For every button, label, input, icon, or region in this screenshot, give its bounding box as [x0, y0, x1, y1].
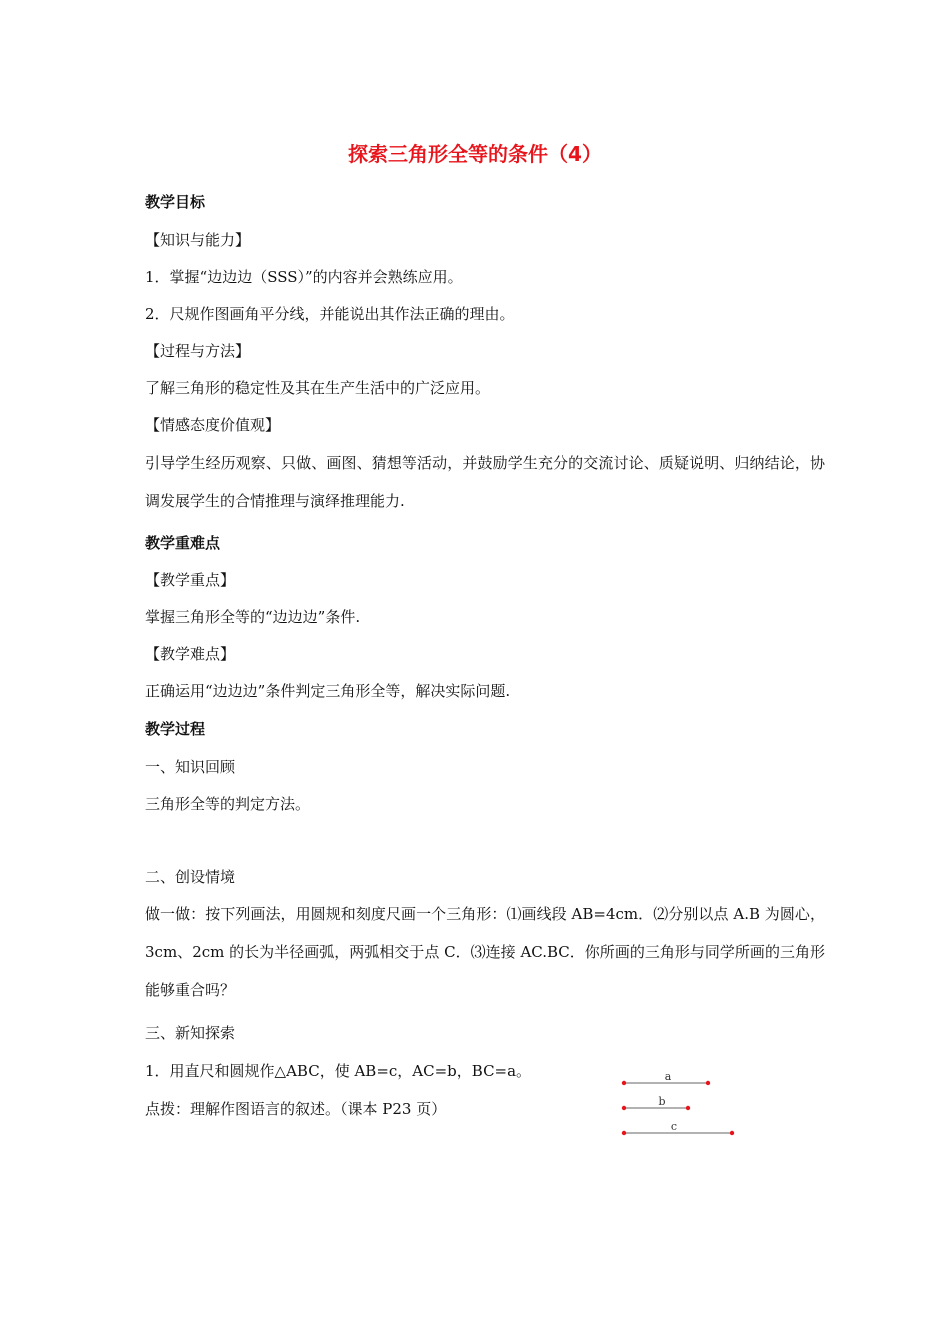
segment-a-end-point [706, 1081, 710, 1085]
segment-b-label: b [658, 1095, 666, 1108]
segment-c-start-point [622, 1131, 626, 1135]
page-title: 探索三角形全等的条件（4） [348, 142, 602, 166]
process-method-text: 了解三角形的稳定性及其在生产生活中的广泛应用。 [145, 379, 491, 397]
segments-figure [610, 1065, 750, 1145]
process-heading: 教学过程 [145, 720, 206, 738]
explore-heading: 三、新知探索 [145, 1024, 236, 1042]
knowledge-heading: 【知识与能力】 [145, 231, 251, 249]
focus-text: 掌握三角形全等的“边边边”条件. [145, 608, 361, 626]
situation-text: 做一做：按下列画法，用圆规和刻度尺画一个三角形：⑴画线段 AB=4cm．⑵分别以点 A.B 为圆心，3cm、2cm 的长为半径画弧，两弧相交于点 C．⑶连接 AC.BC．你所画的三角形与同学所画的三角形能够重合吗？ [145, 905, 825, 999]
emotion-heading: 【情感态度价值观】 [145, 416, 281, 434]
explore-item-1: 1．用直尺和圆规作△ABC，使 AB=c，AC=b，BC=a。 [145, 1062, 532, 1080]
difficulty-heading: 【教学难点】 [145, 645, 236, 663]
segment-c [622, 1120, 734, 1135]
emotion-text: 引导学生经历观察、只做、画图、猜想等活动，并鼓励学生充分的交流讨论、质疑说明、归纳结论，协调发展学生的合情推理与演绎推理能力. [145, 454, 825, 510]
situation-heading: 二、创设情境 [145, 868, 236, 886]
knowledge-item-2: 2．尺规作图画角平分线，并能说出其作法正确的理由。 [145, 305, 515, 323]
segment-b [622, 1095, 690, 1110]
difficulty-text: 正确运用“边边边”条件判定三角形全等，解决实际问题. [145, 682, 511, 700]
segment-c-end-point [730, 1131, 734, 1135]
segment-a-label: a [664, 1070, 672, 1083]
hint-text: 点拨：理解作图语言的叙述。（课本 P23 页） [145, 1100, 447, 1118]
segment-b-end-point [686, 1106, 690, 1110]
focus-heading: 【教学重点】 [145, 571, 236, 589]
review-heading: 一、知识回顾 [145, 758, 236, 776]
segment-a [622, 1070, 710, 1085]
knowledge-item-1: 1．掌握“边边边（SSS）”的内容并会熟练应用。 [145, 268, 463, 286]
segment-b-start-point [622, 1106, 626, 1110]
segment-c-label: c [670, 1120, 678, 1133]
segment-a-start-point [622, 1081, 626, 1085]
keypoints-heading: 教学重难点 [145, 534, 221, 552]
review-text: 三角形全等的判定方法。 [145, 795, 311, 813]
objectives-heading: 教学目标 [145, 193, 206, 211]
process-method-heading: 【过程与方法】 [145, 342, 251, 360]
